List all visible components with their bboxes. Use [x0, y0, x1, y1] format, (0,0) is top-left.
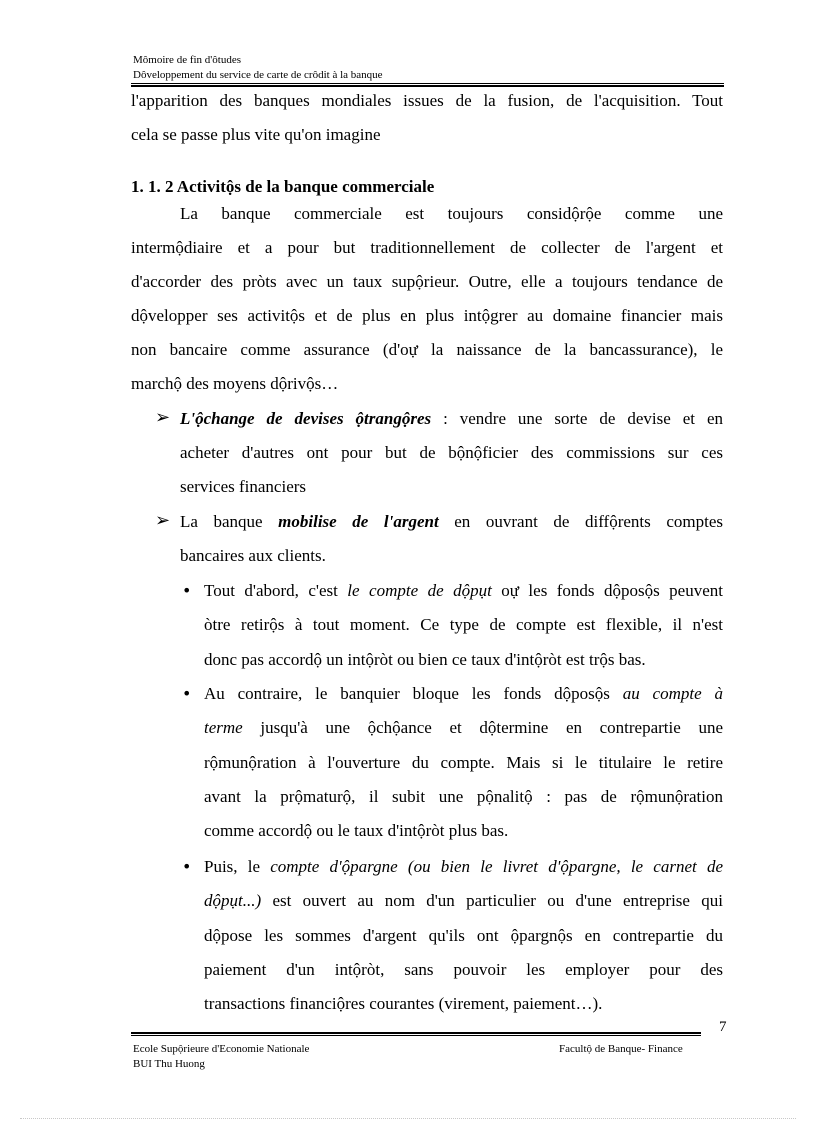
section-heading: 1. 1. 2 Activitộs de la banque commerciale	[131, 177, 435, 196]
bullet-item-line	[204, 684, 723, 704]
body-text-line: comme accordộ ou le taux d'intộròt plus bas.	[204, 821, 509, 840]
italic-text: dộpụt...)	[204, 891, 262, 910]
body-text-line: marchộ des moyens dộrivộs…	[131, 374, 339, 393]
header-rule-thin	[131, 83, 724, 84]
arrow-item-line	[180, 409, 723, 429]
body-text-line: non bancaire comme assurance (d'oự la naissance de la bancassurance), le	[131, 340, 723, 359]
running-header-title: Mômoire de fin d'ôtudes	[133, 54, 241, 66]
body-text-span: Puis, le	[204, 857, 271, 876]
emphasis-text: L'ộchange de devises ộtrangộres	[180, 409, 432, 428]
body-text-line: cela se passe plus vite qu'on imagine	[131, 125, 381, 144]
body-text-line: acheter d'autres ont pour but de bộnộficier des commissions sur ces	[180, 443, 723, 462]
body-text-line: bancaires aux clients.	[180, 546, 326, 565]
bullet-item-line	[204, 718, 723, 738]
italic-text: terme	[204, 718, 243, 737]
body-text-line: intermộdiaire et a pour but traditionnellement de collecter de l'argent et	[131, 238, 723, 257]
body-text-line: La banque commerciale est toujours considộrộe comme une	[180, 204, 723, 223]
page-bottom-divider	[20, 1118, 796, 1119]
footer-school: Ecole Supộrieure d'Economie Nationale	[133, 1043, 310, 1055]
page-number: 7	[719, 1019, 727, 1035]
body-text-span: est ouvert au nom d'un particulier ou d'une entreprise qui	[261, 891, 723, 910]
body-text-line: òtre retirộs à tout moment. Ce type de compte est flexible, il n'est	[204, 615, 723, 634]
body-text-line: dộpose les sommes d'argent qu'ils ont ộpargnộs en contrepartie du	[204, 926, 723, 945]
body-text-line: rộmunộration à l'ouverture du compte. Mais si le titulaire le retire	[204, 753, 723, 772]
header-rule-thick	[131, 85, 724, 87]
footer-faculty: Facultộ de Banque- Finance	[559, 1043, 683, 1055]
arrow-bullet-icon: ➢	[155, 407, 171, 428]
body-text-span: jusqu'à une ộchộance et dộtermine en contrepartie une	[242, 718, 723, 737]
bullet-dot-icon: •	[182, 581, 192, 600]
body-text-line: d'accorder des pròts avec un taux supộrieur. Outre, elle a toujours tendance de	[131, 272, 723, 291]
body-text-span: en ouvrant de diffộrents comptes	[438, 512, 723, 531]
footer-rule-thick	[131, 1032, 701, 1034]
body-text-span: Tout d'abord, c'est	[204, 581, 348, 600]
bullet-dot-icon: •	[182, 857, 192, 876]
footer-author: BUI Thu Huong	[133, 1058, 205, 1070]
footer-rule-thin	[131, 1035, 701, 1036]
body-text-line: l'apparition des banques mondiales issues de la fusion, de l'acquisition. Tout	[131, 91, 723, 110]
body-text-span: La banque	[180, 512, 279, 531]
body-text-span: Au contraire, le banquier bloque les fonds dộposộs	[204, 684, 623, 703]
bullet-item-line	[204, 857, 723, 877]
emphasis-text: mobilise de l'argent	[278, 512, 439, 531]
bullet-dot-icon: •	[182, 684, 192, 703]
bullet-item-line	[204, 581, 723, 601]
bullet-item-line	[204, 891, 723, 911]
body-text-line: dộvelopper ses activitộs et de plus en plus intộgrer au domaine financier mais	[131, 306, 723, 325]
body-text-line: avant la prộmaturộ, il subit une pộnalitộ : pas de rộmunộration	[204, 787, 723, 806]
italic-text: au compte à	[622, 684, 723, 703]
arrow-item-line	[180, 512, 723, 532]
body-text-line: services financiers	[180, 477, 307, 496]
body-text-line: paiement d'un intộròt, sans pouvoir les employer pour des	[204, 960, 723, 979]
body-text-line: transactions financiộres courantes (virement, paiement…).	[204, 994, 603, 1013]
body-text-span: : vendre une sorte de devise et en	[431, 409, 723, 428]
italic-text: le compte de dộpụt	[347, 581, 492, 600]
italic-text: compte d'ộpargne (ou bien le livret d'ộpargne, le carnet de	[270, 857, 723, 876]
body-text-span: oự les fonds dộposộs peuvent	[491, 581, 723, 600]
arrow-bullet-icon: ➢	[155, 510, 171, 531]
running-header-subtitle: Dôveloppement du service de carte de crôdit à la banque	[133, 69, 383, 81]
body-text-line: donc pas accordộ un intộròt ou bien ce taux d'intộròt est trộs bas.	[204, 650, 646, 669]
